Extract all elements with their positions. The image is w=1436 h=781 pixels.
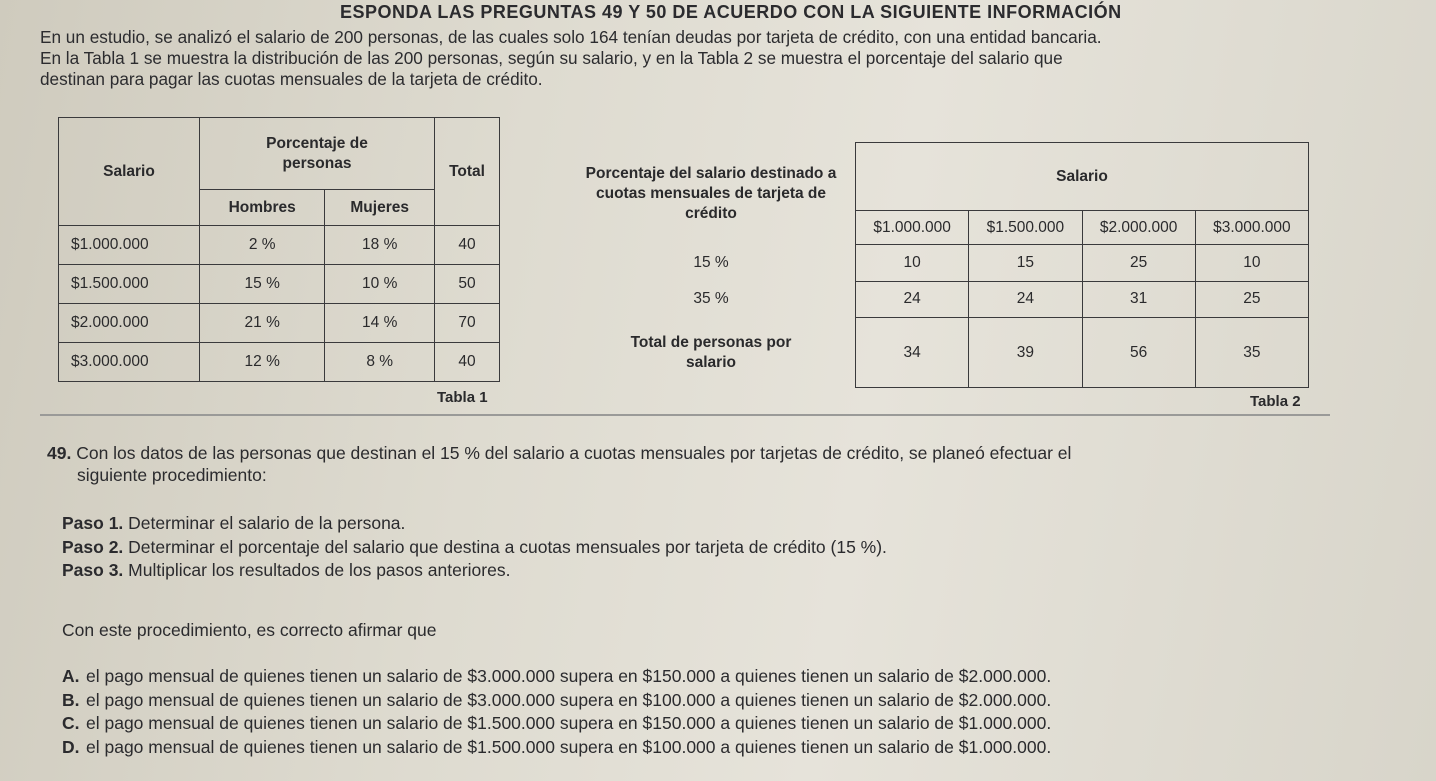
option-text: el pago mensual de quienes tienen un salario de $3.000.000 supera en $100.000 a quienes tienen un salario de $2.000.000. <box>86 689 1052 710</box>
t2-cell: 24 <box>856 281 969 318</box>
divider <box>40 414 1330 416</box>
t2-cell: 25 <box>1195 281 1308 318</box>
option-letter: A. <box>62 666 80 686</box>
t2-total-cell: 39 <box>969 318 1082 388</box>
step-item <box>62 559 887 583</box>
intro-line-2: En la Tabla 1 se muestra la distribución de las 200 personas, según su salario, y en la Tabla 2 se muestra el porcentaje del salario que <box>40 48 1063 68</box>
question-stem: Con este procedimiento, es correcto afirmar que <box>62 620 437 640</box>
step-label: Paso 3. <box>62 560 124 580</box>
table-row <box>59 226 500 265</box>
option-a[interactable] <box>62 665 1051 689</box>
table-1-caption: Tabla 1 <box>437 389 488 406</box>
t2-cell: 10 <box>856 245 969 282</box>
t1-cell-hombres: 15 % <box>200 265 325 304</box>
question-text-1: Con los datos de las personas que destinan el 15 % del salario a cuotas mensuales por tarjetas de crédito, se planeó efectuar el <box>76 443 1072 463</box>
table-row <box>59 343 500 382</box>
answer-options <box>62 665 1051 759</box>
t1-cell-hombres: 12 % <box>200 343 325 382</box>
t1-cell-salario: $3.000.000 <box>59 343 200 382</box>
step-text: Multiplicar los resultados de los pasos anteriores. <box>128 560 511 580</box>
step-text: Determinar el porcentaje del salario que destina a cuotas mensuales por tarjeta de crédito (15 %). <box>128 536 887 557</box>
t2-cell: 25 <box>1082 245 1195 282</box>
t2-header-salary-2: $1.500.000 <box>969 211 1082 245</box>
step-label: Paso 2. <box>62 536 124 557</box>
t1-cell-mujeres: 18 % <box>325 226 435 265</box>
table-row <box>567 245 1309 282</box>
option-text: el pago mensual de quienes tienen un salario de $1.500.000 supera en $150.000 a quienes tienen un salario de $1.000.000. <box>86 713 1052 733</box>
intro-line-1: En un estudio, se analizó el salario de 200 personas, de las cuales solo 164 tenían deudas por tarjeta de crédito, con una entidad bancaria. <box>40 27 1102 47</box>
t1-header-total: Total <box>435 118 500 226</box>
t2-header-corner: Porcentaje del salario destinado a cuotas mensuales de tarjeta de crédito <box>567 143 856 245</box>
t2-cell: 15 <box>969 245 1082 282</box>
t2-header-salario: Salario <box>856 143 1309 211</box>
t2-cell: 31 <box>1082 281 1195 318</box>
t1-cell-total: 40 <box>435 226 500 265</box>
question-49 <box>47 442 1417 486</box>
intro-paragraph <box>40 27 1420 90</box>
t1-header-mujeres: Mujeres <box>325 190 435 226</box>
question-number: 49. <box>47 443 72 463</box>
table-2-caption: Tabla 2 <box>1250 393 1301 410</box>
t2-total-cell: 35 <box>1195 318 1308 388</box>
t1-cell-mujeres: 8 % <box>325 343 435 382</box>
table-row <box>567 318 1309 388</box>
t2-total-cell: 56 <box>1082 318 1195 388</box>
t1-cell-salario: $2.000.000 <box>59 304 200 343</box>
t2-header-salary-3: $2.000.000 <box>1082 211 1195 245</box>
table-2 <box>567 142 1309 388</box>
t1-cell-total: 70 <box>435 304 500 343</box>
t1-header-salario: Salario <box>59 118 200 226</box>
intro-line-3: destinan para pagar las cuotas mensuales de la tarjeta de crédito. <box>40 69 543 89</box>
option-text: el pago mensual de quienes tienen un salario de $1.500.000 supera en $100.000 a quienes tienen un salario de $1.000.000. <box>86 736 1052 757</box>
t1-header-porcentaje: Porcentaje de personas <box>200 118 435 190</box>
t2-row-label: 35 % <box>567 281 856 318</box>
t2-header-salary-1: $1.000.000 <box>856 211 969 245</box>
t2-total-label: Total de personas por salario <box>567 318 856 388</box>
option-b[interactable] <box>62 689 1051 713</box>
t1-header-hombres: Hombres <box>200 190 325 226</box>
t2-cell: 10 <box>1195 245 1308 282</box>
step-text: Determinar el salario de la persona. <box>128 513 406 533</box>
t1-cell-mujeres: 10 % <box>325 265 435 304</box>
option-letter: C. <box>62 713 80 733</box>
t1-cell-total: 50 <box>435 265 500 304</box>
section-header: ESPONDA LAS PREGUNTAS 49 Y 50 DE ACUERDO CON LA SIGUIENTE INFORMACIÓN <box>340 2 1122 22</box>
t2-row-label: 15 % <box>567 245 856 282</box>
t1-cell-hombres: 2 % <box>200 226 325 265</box>
t1-cell-mujeres: 14 % <box>325 304 435 343</box>
table-row <box>59 304 500 343</box>
step-item <box>62 536 887 560</box>
table-row <box>567 281 1309 318</box>
t1-cell-total: 40 <box>435 343 500 382</box>
step-item <box>62 512 887 536</box>
table-1 <box>58 117 500 382</box>
question-text-2: siguiente procedimiento: <box>77 465 267 485</box>
option-letter: D. <box>62 736 80 757</box>
procedure-steps <box>62 512 887 583</box>
t1-cell-salario: $1.500.000 <box>59 265 200 304</box>
question-line-1 <box>47 442 1417 464</box>
option-text: el pago mensual de quienes tienen un salario de $3.000.000 supera en $150.000 a quienes tienen un salario de $2.000.000. <box>86 666 1052 686</box>
option-letter: B. <box>62 689 80 710</box>
t2-cell: 24 <box>969 281 1082 318</box>
step-label: Paso 1. <box>62 513 124 533</box>
option-c[interactable] <box>62 712 1051 736</box>
t2-total-cell: 34 <box>856 318 969 388</box>
t1-cell-hombres: 21 % <box>200 304 325 343</box>
table-row <box>59 265 500 304</box>
t2-header-salary-4: $3.000.000 <box>1195 211 1308 245</box>
t1-cell-salario: $1.000.000 <box>59 226 200 265</box>
option-d[interactable] <box>62 736 1051 760</box>
